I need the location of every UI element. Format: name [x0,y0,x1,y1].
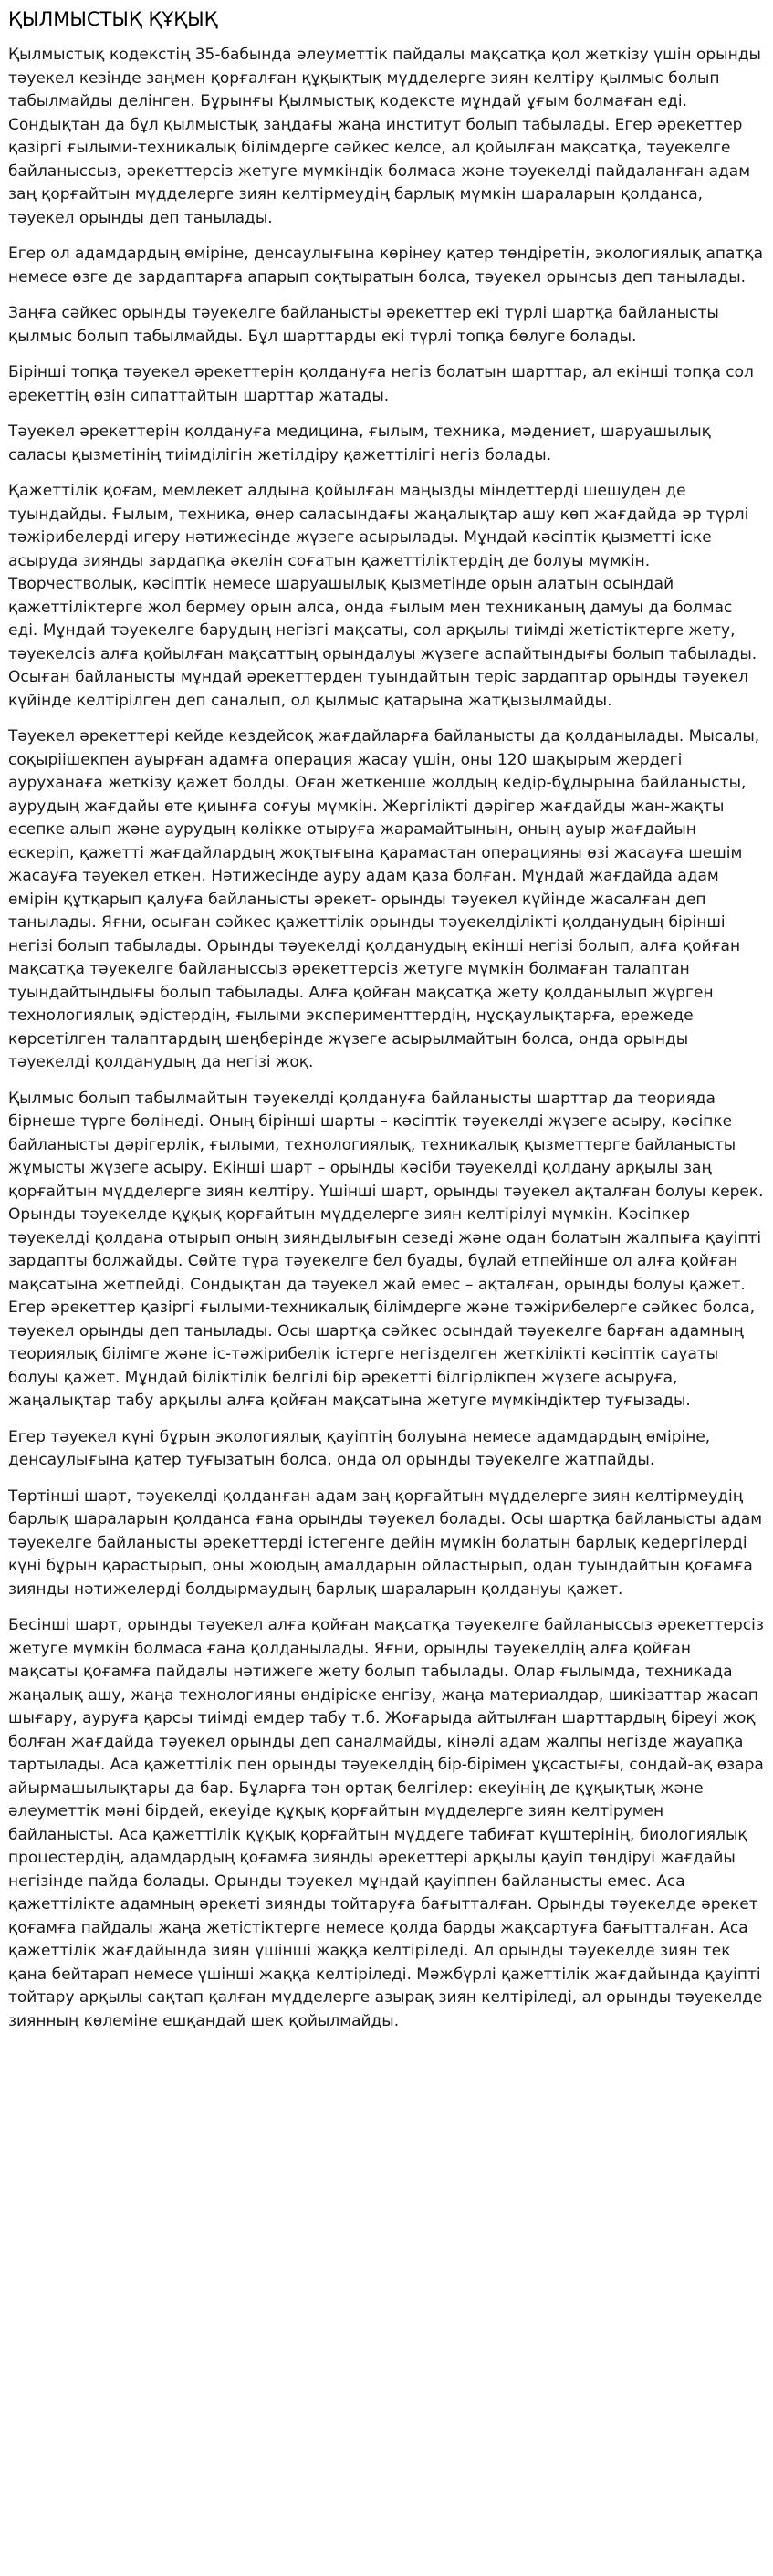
paragraph: Тәуекел әрекеттерін қолдануға медицина, ғылым, техника, мәдениет, шаруашылық саласы қызметінің тиімділігін жетілдіру қажеттілігі негіз болады. [8,422,711,464]
paragraph: Тәуекел әрекеттері кейде кездейсоқ жағдайларға байланысты да қолданылады. Мысалы, соқыріішекпен ауырған адамға операция жасау үшін, оны 120 шақырым жердегі ауруханаға жеткізу қажет болды. Оған жеткенше жолдың кедір-бұдырына байланысты, аурудың жағдайы өте қиынға соғуы мүмкін. Жергілікті дәрігер жағдайды жан-жақты есепке алып және аурудың көлікке отыруға жарамайтынын, оның ауыр жағдайын ескеріп, қажетті жағдайлардың жоқтығына қарамастан операцияны өзі жасауға шешім жасауға тәуекел еткен. Нәтижесінде ауру адам қаза болған. Мұндай жағдайда адам өмірін құтқарып қалуға байланысты әрекет- орынды тәуекел күйінде жасалған деп танылады. Яғни, осыған сәйкес қажеттілік орынды тәуекелділікті қолданудың бірінші негізі болып табылады. Орынды тәуекелді қолданудың екінші негізі болып, алға қойған мақсатқа тәуекелге байланыссыз әрекеттерсіз жетуге мүмкін болмаған талаптан туындайтындығы болып табылады. Алға қойған мақсатқа жету қолданылып жүрген технологиялық әдістердің, ғылыми эксперименттердің, нұсқаулықтарға, ережеде көрсетілген талаптардың шеңберінде жүзеге асырылмайтын болса, онда орынды тәуекелді қолданудың да негізі жоқ. [8,727,760,1071]
paragraph: Бесінші шарт, орынды тәуекел алға қойған мақсатқа тәуекелге байланыссыз әрекеттерсіз жетуге мүмкін болмаса ғана қолданылады. Яғни, орынды тәуекелдің алға қойған мақсаты қоғамға пайдалы нәтижеге жету болып табылады. Олар ғылымда, техникада жаңалық ашу, жаңа технологияны өндіріске енгізу, жаңа материалдар, шикізаттар жасап шығару, ауруға қарсы тиімді емдер табу т.б. Жоғарыда айтылған шарттардың біреуі жоқ болған жағдайда тәуекел орынды деп саналмайды, кінәлі адам жалпы негізде жауапқа тартылады. Аса қажеттілік пен орынды тәуекелдің бір-бірімен ұқсастығы, сондай-ақ өзара айырмашылықтары да бар. Бұларға тән ортақ белгілер: екеуінің де құқықтық және әлеуметтік мәні бірдей, екеуіде құқық қорғайтын мүдделерге зиян келтірумен байланысты. Аса қажеттілік құқық қорғайтын мүддеге табиғат күштерінің, биологиялық процестердің, адамдардың қоғамға зиянды әрекеттері арқылы қауіп төндіруі жағдайы негізінде пайда болады. Орынды тәуекел мұндай қауіппен байланысты емес. Аса қажеттілікте адамның әрекеті зиянды тойтаруға бағытталған. Орынды тәуекелде әрекет қоғамға пайдалы жаңа жетістіктерге немесе қолда барды жақсартуға бағытталған. Аса қажеттілік жағдайында зиян үшінші жаққа келтіріледі. Ал орынды тәуекелде зиян тек қана бейтарап немесе үшінші жаққа келтіріледі. Мәжбүрлі қажеттілік жағдайында қауіпті тойтару арқылы сақтап қалған мүдделерге азырақ зиян келтіріледі, ал орынды тәуекелде зиянның көлеміне ешқандай шек қойылмайды. [8,1616,764,2030]
paragraph: Қылмыстық кодекстің 35-бабында әлеуметтік пайдалы мақсатқа қол жеткізу үшін орынды тәуекел кезінде заңмен қорғалған құқықтық мүдделерге зиян келтіру қылмыс болып табылмайды делінген. Бұрынғы Қылмыстық кодексте мұндай ұғым болмаған еді. Сондықтан да бұл қылмыстық заңдағы жаңа институт болып табылады. Егер әрекеттер қазіргі ғылыми-техникалық білімдерге сәйкес келсе, ал қойылған мақсатқа, тәуекелге байланыссыз, әрекеттерсіз жетуге мүмкіндік болмаса және тәуекелді пайдаланған адам заң қорғайтын мүдделерге зиян келтірмеудің барлық мүмкін шараларын қолданса, тәуекел орынды деп танылады. [8,46,761,227]
paragraph: Қажеттілік қоғам, мемлекет алдына қойылған маңызды міндеттерді шешуден де туындайды. Ғылым, техника, өнер саласындағы жаңалықтар ашу көп жағдайда әр түрлі тәжірибелерді игеру нәтижесінде жүзеге асырылады. Мұндай кәсіптік қызметті іске асыруда зиянды зардапқа әкелін соғатын қажеттіліктердің де болуы мүмкін. Творчестволық, кәсіптік немесе шаруашылық қызметінде орын алатын осындай қажеттіліктерге жол бермеу орын алса, онда ғылым мен техниканың дамуы да болмас еді. Мұндай тәуекелге барудың негізгі мақсаты, сол арқылы тиімді жетістіктерге жету, тәуекелсіз алға қойылған мақсаттың орындалуы жүзеге аспайтындығы болып табылады. Осыған байланысты мұндай әрекеттерден туындайтын теріс зардаптар орынды тәуекел күйінде келтірілген деп саналып, ол қылмыс қатарына жатқызылмайды. [8,482,757,710]
document-body [8,44,765,2033]
paragraph: Қылмыс болып табылмайтын тәуекелді қолдануға байланысты шарттар да теорияда бірнеше түрге бөлінеді. Оның бірінші шарты – кәсіптік тәуекелді жүзеге асыру, кәсіпке байланысты дәрігерлік, ғылыми, технологиялық, техникалық қызметтерге байланысты жұмысты жүзеге асыру. Екінші шарт – орынды кәсіби тәуекелді қолдану арқылы заң қорғайтын мүдделерге зиян келтіру. Үшінші шарт, орынды тәуекел ақталған болуы керек. Орынды тәуекелде құқық қорғайтын мүдделерге зиян келтірілуі мүмкін. Кәсіпкер тәуекелді қолдана отырып оның зияндылығын сезеді және одан болатын жалпыға қауіпті зардапты болжайды. Сөйте тұра тәуекелге бел буады, бұлай етпейінше ол алға қойған мақсатына жетпейді. Сондықтан да тәуекел жай емес – ақталған, орынды болуы қажет. Егер әрекеттер қазіргі ғылыми-техникалық білімдерге және тәжірибелерге сәйкес болса, тәуекел орынды деп танылады. Осы шартқа сәйкес осындай тәуекелге барған адамның теориялық білімге және іс-тәжірибелік істерге негізделген жеткілікті кәсіптік сауаты болуы қажет. Мұндай біліктілік белгілі бір әрекетті білгірлікпен жүзеге асыруға, жаңалықтар табу арқылы алға қойған мақсатына жетуге мүмкіндіктер туғызады. [8,1089,764,1410]
document-title: ҚЫЛМЫСТЫҚ ҚҰҚЫҚ [8,8,218,30]
paragraph: Егер тәуекел күні бұрын экологиялық қауіптің болуына немесе адамдардың өміріне, денсаулығына қатер туғызатын болса, онда ол орынды тәуекелге жатпайды. [8,1427,711,1469]
paragraph: Бірінші топқа тәуекел әрекеттерін қолдануға негіз болатын шарттар, ал екінші топқа сол әрекеттің өзін сипаттайтын шарттар жатады. [8,363,754,405]
paragraph: Егер ол адамдардың өміріне, денсаулығына көрінеу қатер төндіретін, экологиялық апатқа немесе өзге де зардаптарға апарып соқтыратын болса, тәуекел орынсыз деп танылады. [8,245,763,287]
paragraph: Заңға сәйкес орынды тәуекелге байланысты әрекеттер екі түрлі шартқа байланысты қылмыс болып табылмайды. Бұл шарттарды екі түрлі топқа бөлуге болады. [8,304,719,346]
paragraph: Төртінші шарт, тәуекелді қолданған адам заң қорғайтын мүдделерге зиян келтірмеудің барлық шараларын қолданса ғана орынды тәуекел болады. Осы шартқа байланысты адам тәуекелге байланысты әрекеттерді істегенге дейін мүмкін болатын барлық кедергілерді күні бұрын қарастырып, оны жоюдың амалдарын ойластырып, одан туындайтын қоғамға зиянды нәтижелерді болдырмаудың барлық шараларын қолдануы қажет. [8,1486,763,1599]
